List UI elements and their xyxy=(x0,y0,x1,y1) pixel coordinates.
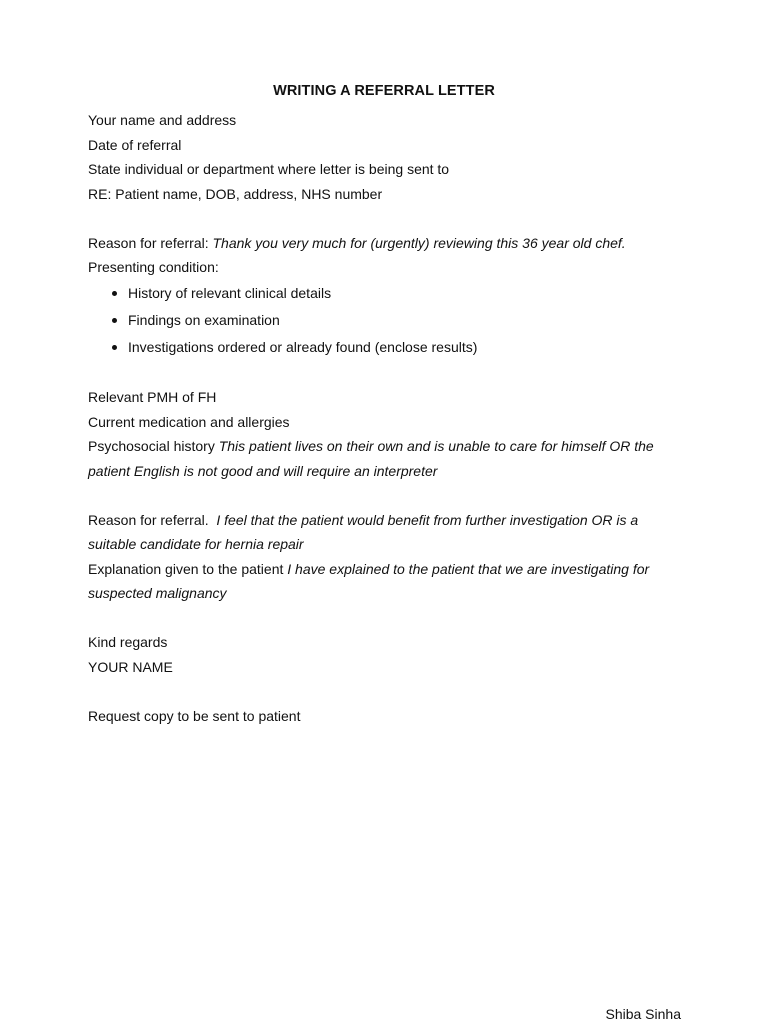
explanation-line-2 xyxy=(88,581,678,606)
re-patient-line: RE: Patient name, DOB, address, NHS number xyxy=(88,185,383,202)
medication-line: Current medication and allergies xyxy=(88,413,290,430)
list-item-text: History of relevant clinical details xyxy=(128,284,332,301)
letter-body xyxy=(88,108,678,728)
paragraph-gap xyxy=(88,606,678,631)
psychosocial-line-2 xyxy=(88,459,678,484)
list-item xyxy=(88,307,678,334)
psychosocial-label: Psychosocial history xyxy=(88,438,219,454)
paragraph-gap xyxy=(88,206,678,231)
list-item xyxy=(88,334,678,361)
date-of-referral-line: Date of referral xyxy=(88,136,182,153)
paragraph-gap xyxy=(88,679,678,704)
explanation-example-2: suspected malignancy xyxy=(88,585,227,601)
explanation-label: Explanation given to the patient xyxy=(88,560,288,577)
explanation-line xyxy=(88,557,678,582)
psychosocial-line xyxy=(88,434,678,459)
presenting-condition-line: Presenting condition: xyxy=(88,259,219,275)
pmh-line: Relevant PMH of FH xyxy=(88,389,217,405)
request-copy-line: Request copy to be sent to patient xyxy=(88,707,301,724)
bullet-icon xyxy=(112,318,117,323)
reason-intro-example: Thank you very much for (urgently) reviewing this 36 year old chef. xyxy=(212,234,626,251)
reason-referral-line-2 xyxy=(88,532,678,557)
list-item-text: Findings on examination xyxy=(128,311,280,328)
list-item-text: Investigations ordered or already found (enclose results) xyxy=(128,338,478,355)
reason-referral-label: Reason for referral. xyxy=(88,511,217,528)
reason-referral-example-1: I feel that the patient would benefit from further investigation OR is a xyxy=(216,511,639,528)
paragraph-gap xyxy=(88,483,678,508)
reason-referral-example-2: suitable candidate for hernia repair xyxy=(88,536,304,552)
reason-referral-line xyxy=(88,508,678,533)
your-name-line: YOUR NAME xyxy=(88,658,173,675)
explanation-example-1: I have explained to the patient that we are investigating for xyxy=(287,560,650,577)
bullet-icon xyxy=(112,345,117,350)
author-name: Shiba Sinha xyxy=(605,1006,681,1022)
document-title: WRITING A REFERRAL LETTER xyxy=(273,83,495,99)
presenting-condition-list xyxy=(88,280,678,361)
bullet-icon xyxy=(112,291,117,296)
sender-name-address-line: Your name and address xyxy=(88,112,237,128)
reason-intro-label: Reason for referral: xyxy=(88,234,213,251)
psychosocial-example-1: This patient lives on their own and is unable to care for himself OR the xyxy=(218,438,654,454)
reason-intro-line xyxy=(88,231,678,256)
closing-line: Kind regards xyxy=(88,634,168,650)
psychosocial-example-2: patient English is not good and will require an interpreter xyxy=(88,462,438,479)
paragraph-gap xyxy=(88,361,678,386)
recipient-line: State individual or department where letter is being sent to xyxy=(88,161,450,177)
list-item xyxy=(88,280,678,307)
